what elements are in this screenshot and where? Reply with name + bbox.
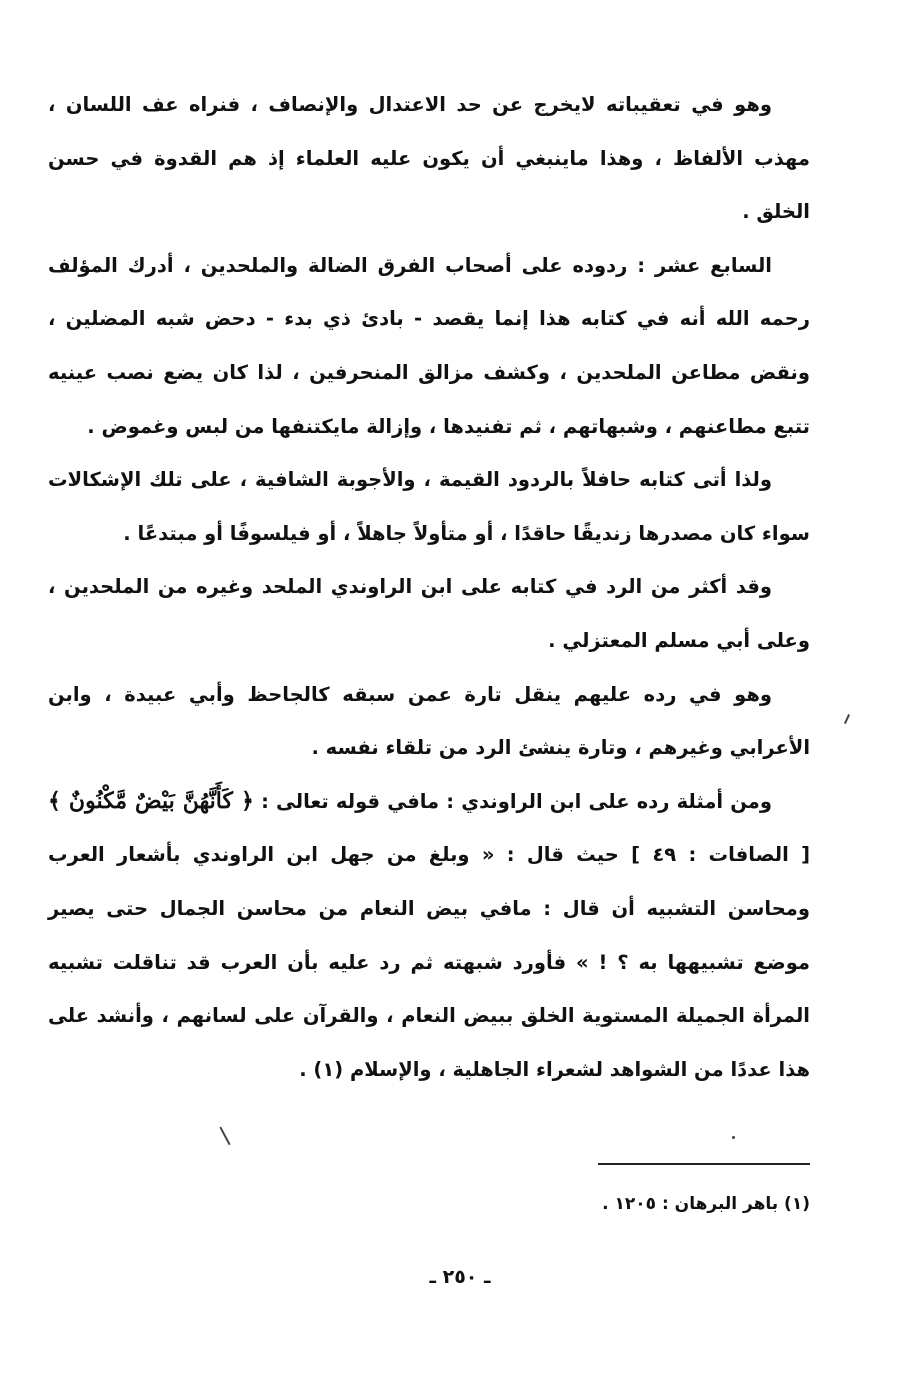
footnote: (١) باهر البرهان : ١٢٠٥ .: [602, 1194, 810, 1214]
quran-verse: ﴿ كَأَنَّهُنَّ بَيْضٌ مَّكْنُونٌ ﴾: [48, 787, 254, 814]
footnote-divider: [598, 1163, 810, 1165]
paragraph-sources: وهو في رده عليهم ينقل تارة عمن سبقه كالجاحظ وأبي عبيدة ، وابن الأعرابي وغيرهم ، وتارة ينشئ الرد من تلقاء نفسه .: [48, 682, 810, 760]
scan-mark: [844, 714, 850, 724]
scan-dot: [732, 1136, 735, 1139]
page-number: ـ ٢٥٠ ـ: [429, 1266, 491, 1288]
paragraph-refutations: السابع عشر : ردوده على أصحاب الفرق الضالة والملحدين ، أدرك المؤلف رحمه الله أنه في كتابه هذا إنما يقصد - بادئ ذي بدء - دحض شبه المضلين ، ونقض مطاعن الملحدين ، وكشف مزالق المنحرفين ، لذا كان يضع نصب عينيه تتبع مطاعنهم ، وشبهاتهم ، ثم تفنيدها ، وإزالة مايكتنفها من لبس وغموض .: [48, 253, 810, 438]
scan-mark: [219, 1127, 230, 1145]
paragraph-example: [48, 775, 810, 1097]
example-intro-text: ومن أمثلة رده على ابن الراوندي : مافي قوله تعالى :: [261, 789, 773, 813]
example-end-mark: .: [299, 1057, 307, 1081]
footnote-reference: (١): [313, 1057, 344, 1081]
paragraph-moderation: وهو في تعقيباته لايخرج عن حد الاعتدال والإنصاف ، فنراه عف اللسان ، مهذب الألفاظ ، وهذا ماينبغي أن يكون عليه العلماء إذ هم القدوة في حسن الخلق .: [48, 93, 810, 224]
main-text-block: [48, 78, 810, 1096]
example-body-text: [ الصافات : ٤٩ ] حيث قال : « وبلغ من جهل ابن الراوندي بأشعار العرب ومحاسن التشبيه أن قال : مافي بيض النعام من محاسن الجمال حتى يصير موضع تشبيهها به ؟ ! » فأورد شبهته ثم رد عليه بأن العرب قد تناقلت تشبيه المرأة الجميلة المستوية الخلق ببيض النعام ، والقرآن على لسانهم ، وأنشد على هذا عددًا من الشواهد لشعراء الجاهلية ، والإسلام: [48, 843, 810, 1081]
paragraph-answers: ولذا أتى كتابه حافلاً بالردود القيمة ، والأجوبة الشافية ، على تلك الإشكالات سواء كان مصدرها زنديقًا حاقدًا ، أو متأولاً جاهلاً ، أو فيلسوفًا أو مبتدعًا .: [48, 468, 810, 545]
paragraph-ibn-rawandi: وقد أكثر من الرد في كتابه على ابن الراوندي الملحد وغيره من الملحدين ، وعلى أبي مسلم المعتزلي .: [48, 575, 810, 652]
